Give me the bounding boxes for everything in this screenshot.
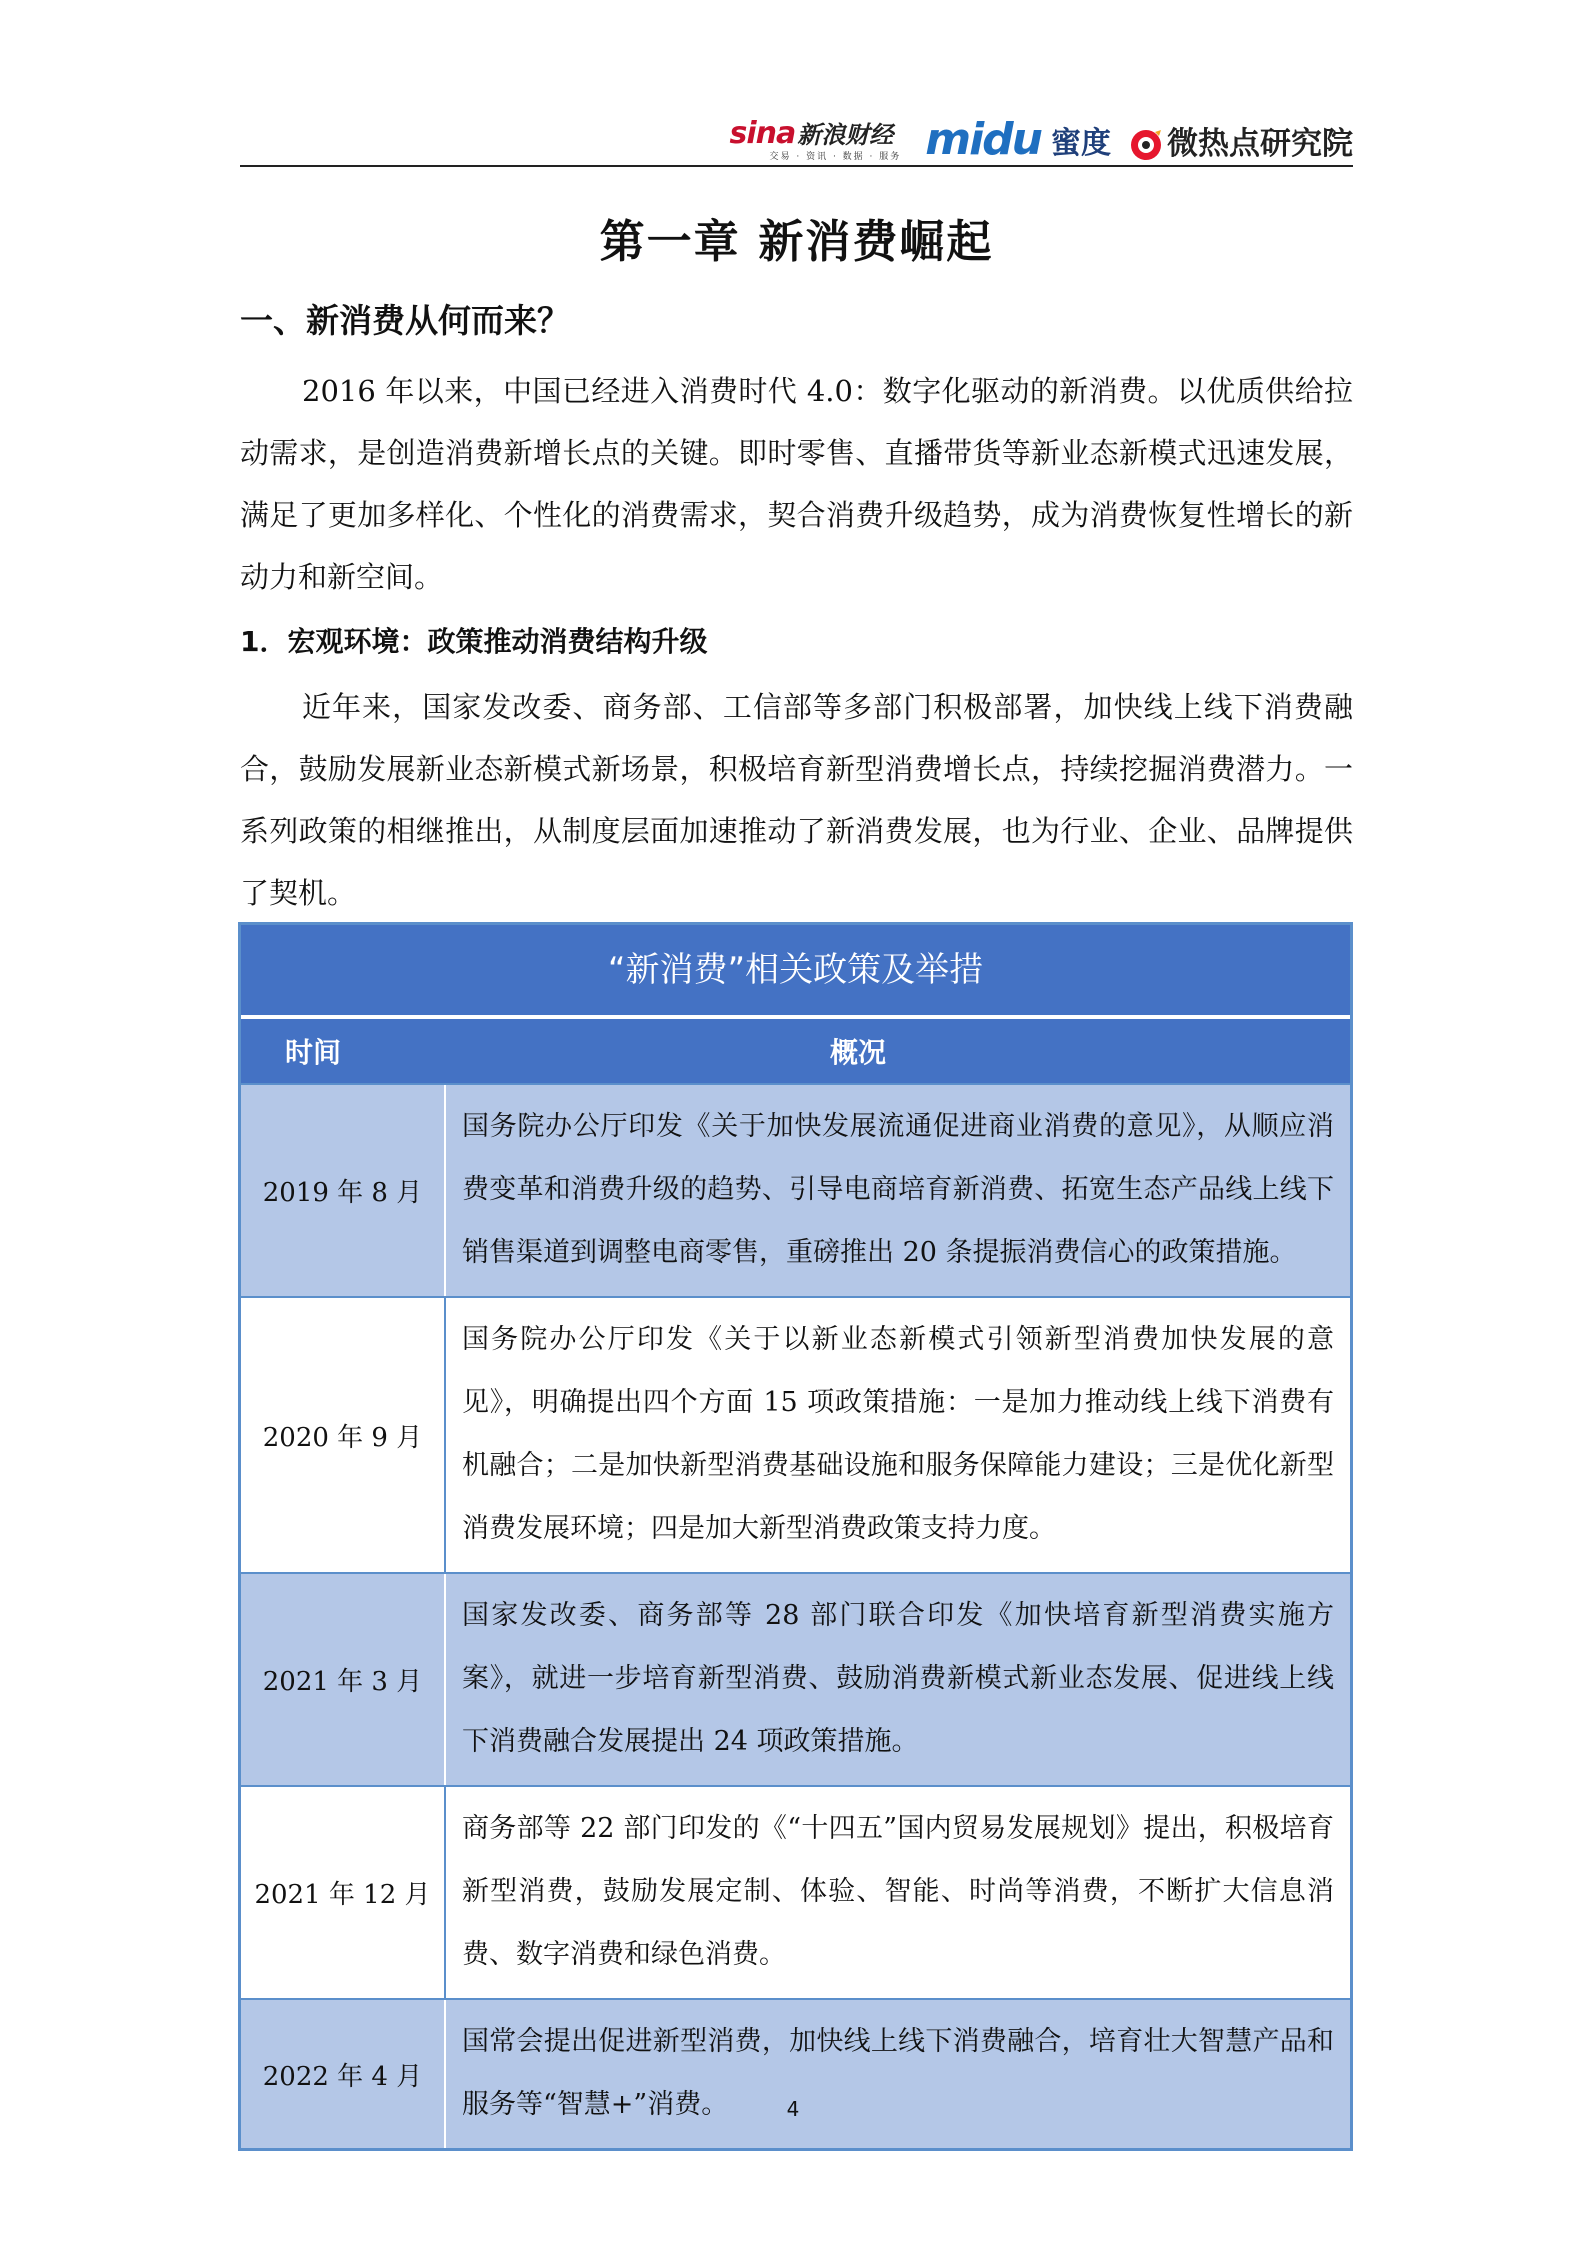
row-summary: 国常会提出促进新型消费，加快线上线下消费融合，培育壮大智慧产品和服务等“智慧+”消费。 — [446, 2000, 1350, 2148]
table-row — [241, 1785, 1350, 1998]
table-row — [241, 1083, 1350, 1296]
midu-logo — [925, 114, 1111, 165]
row-time: 2022 年 4 月 — [241, 2000, 446, 2148]
weirediant-logo — [1129, 126, 1353, 162]
row-time: 2020 年 9 月 — [241, 1298, 446, 1572]
weibo-eye-icon — [1129, 128, 1163, 162]
paragraph-policy: 近年来，国家发改委、商务部、工信部等多部门积极部署，加快线上线下消费融合，鼓励发展新业态新模式新场景，积极培育新型消费增长点，持续挖掘消费潜力。一系列政策的相继推出，从制度层面加速推动了新消费发展，也为行业、企业、品牌提供了契机。 — [240, 690, 1353, 910]
column-header-summary: 概况 — [829, 1036, 886, 1069]
row-summary: 商务部等 22 部门印发的《“十四五”国内贸易发展规划》提出，积极培育新型消费，鼓励发展定制、体验、智能、时尚等消费，不断扩大信息消费、数字消费和绿色消费。 — [446, 1787, 1350, 1998]
row-time: 2021 年 3 月 — [241, 1574, 446, 1785]
table-row — [241, 1572, 1350, 1785]
midu-logo-en: midu — [925, 114, 1041, 165]
table-row — [241, 1998, 1350, 2148]
row-summary: 国家发改委、商务部等 28 部门联合印发《加快培育新型消费实施方案》，就进一步培育新型消费、鼓励消费新模式新业态发展、促进线上线下消费融合发展提出 24 项政策措施。 — [446, 1574, 1350, 1785]
chapter-title: 第一章 新消费崛起 — [599, 215, 994, 268]
row-summary: 国务院办公厅印发《关于加快发展流通促进商业消费的意见》，从顺应消费变革和消费升级的趋势、引导电商培育新消费、拓宽生态产品线上线下销售渠道到调整电商零售，重磅推出 20 条提振消费信心的政策措施。 — [446, 1085, 1350, 1296]
column-header-time: 时间 — [285, 1036, 342, 1069]
sina-finance-logo — [730, 113, 902, 162]
sina-logo-brand: sina — [729, 116, 796, 151]
logo-strip — [729, 106, 1354, 165]
weirediant-logo-cn: 微热点研究院 — [1167, 126, 1353, 162]
subsection-title: 1．宏观环境：政策推动消费结构升级 — [240, 625, 708, 658]
midu-logo-cn: 蜜度 — [1051, 126, 1111, 161]
table-header-row — [241, 1019, 1350, 1083]
section-title: 一、新消费从何而来？ — [240, 301, 570, 340]
sina-logo-cn: 新浪财经 — [797, 121, 894, 149]
page-header — [240, 106, 1353, 164]
row-time: 2019 年 8 月 — [241, 1085, 446, 1296]
table-row — [241, 1296, 1350, 1572]
policy-table — [238, 922, 1353, 2151]
row-summary: 国务院办公厅印发《关于以新业态新模式引领新型消费加快发展的意见》，明确提出四个方面 15 项政策措施：一是加力推动线上线下消费有机融合；二是加快新型消费基础设施和服务保障能力建设；三是优化新型消费发展环境；四是加大新型消费政策支持力度。 — [446, 1298, 1350, 1572]
page-number: 4 — [786, 2097, 800, 2121]
row-time: 2021 年 12 月 — [241, 1787, 446, 1998]
sina-logo-tagline: 交易 · 资讯 · 数据 · 服务 — [769, 152, 902, 162]
paragraph-intro: 2016 年以来，中国已经进入消费时代 4.0：数字化驱动的新消费。以优质供给拉动需求，是创造消费新增长点的关键。即时零售、直播带货等新业态新模式迅速发展，满足了更加多样化、个性化的消费需求，契合消费升级趋势，成为消费恢复性增长的新动力和新空间。 — [240, 374, 1353, 594]
header-divider — [240, 165, 1353, 167]
table-title: “新消费”相关政策及举措 — [241, 925, 1350, 1019]
